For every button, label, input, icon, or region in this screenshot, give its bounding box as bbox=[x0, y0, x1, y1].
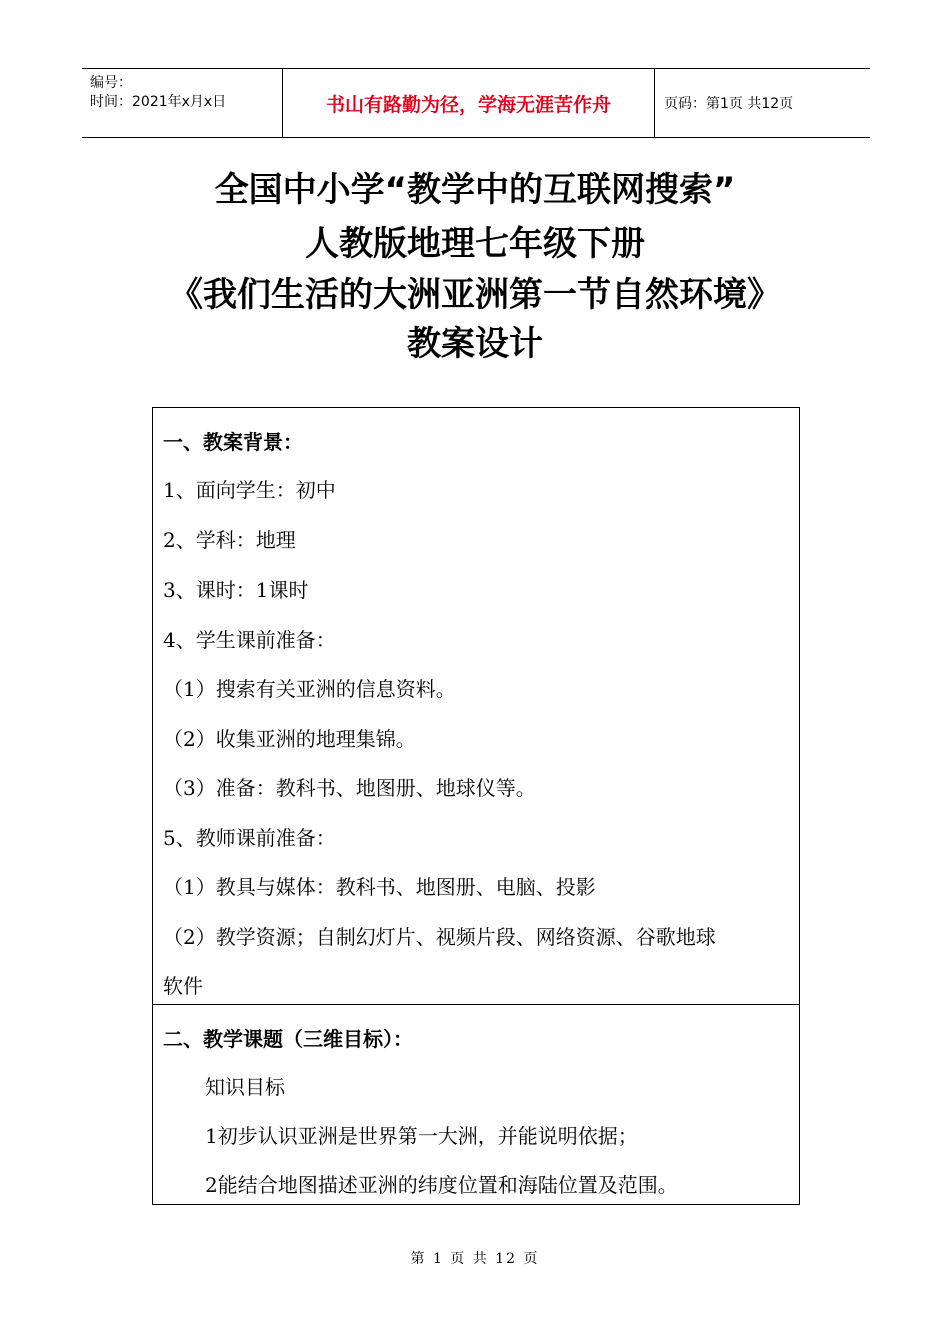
list-item: 1初步认识亚洲是世界第一大洲，并能说明依据； bbox=[205, 1124, 638, 1148]
list-item: （1）搜索有关亚洲的信息资料。 bbox=[163, 677, 456, 701]
list-item: （3）准备：教科书、地图册、地球仪等。 bbox=[163, 776, 536, 800]
title-line-3: 《我们生活的大洲亚洲第一节自然环境》 bbox=[169, 275, 781, 315]
header-motto: 书山有路勤为径，学海无涯苦作舟 bbox=[282, 69, 655, 137]
section-background bbox=[153, 408, 799, 1005]
list-item: 知识目标 bbox=[205, 1075, 285, 1099]
list-item: （2）收集亚洲的地理集锦。 bbox=[163, 727, 416, 751]
list-item: （2）教学资源；自制幻灯片、视频片段、网络资源、谷歌地球 bbox=[163, 925, 716, 949]
title-line-4: 教案设计 bbox=[407, 324, 543, 364]
list-item: 2能结合地图描述亚洲的纬度位置和海陆位置及范围。 bbox=[205, 1173, 678, 1197]
list-item: 5、教师课前准备： bbox=[163, 826, 336, 850]
page-footer: 第 1 页 共 12 页 bbox=[410, 1251, 540, 1267]
header-page-info: 页码：第1页 共12页 bbox=[664, 96, 794, 112]
list-item: 2、学科：地理 bbox=[163, 528, 296, 552]
title-line-2: 人教版地理七年级下册 bbox=[305, 224, 645, 264]
list-item: 3、课时：1课时 bbox=[163, 578, 309, 602]
list-item: （1）教具与媒体：教科书、地图册、电脑、投影 bbox=[163, 875, 596, 899]
document-header bbox=[82, 68, 870, 138]
number-label: 编号： bbox=[90, 75, 132, 91]
list-item: 4、学生课前准备： bbox=[163, 628, 336, 652]
date-label: 时间：2021年x月x日 bbox=[90, 94, 227, 110]
section2-heading: 二、教学课题（三维目标）： bbox=[163, 1027, 413, 1051]
list-item: 软件 bbox=[163, 974, 203, 998]
header-meta bbox=[82, 69, 282, 137]
section1-heading: 一、教案背景： bbox=[163, 430, 303, 454]
title-line-1: 全国中小学“教学中的互联网搜索” bbox=[214, 170, 736, 210]
lesson-table bbox=[152, 407, 800, 1205]
list-item: 1、面向学生：初中 bbox=[163, 478, 336, 502]
